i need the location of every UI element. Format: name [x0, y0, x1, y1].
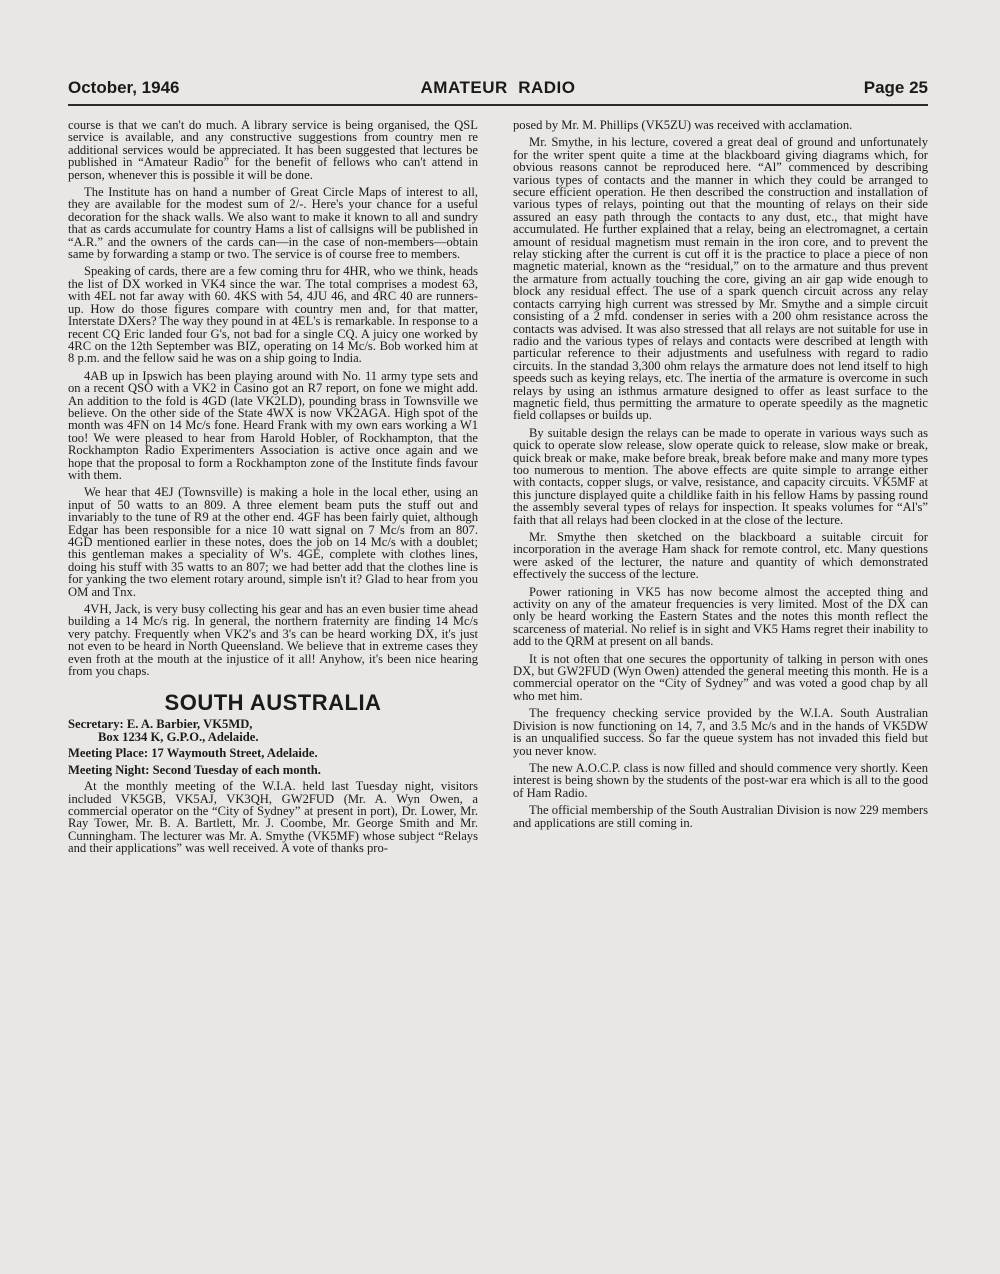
publication-title: AMATEUR RADIO [420, 78, 576, 97]
paragraph: Mr. Smythe then sketched on the blackboard a suitable circuit for incorporation in the average Ham shack for remote control, etc. Many questions were asked of the lecturer, the nature and quantity of which demonstrated effectively the success of the lecture. [513, 530, 928, 582]
paragraph: We hear that 4EJ (Townsville) is making a hole in the local ether, using an input of 50 watts to an 809. A three element beam puts the stuff out and invariably to the tune of R9 at the other end. 4GF has been fairly quiet, although Edgar has been responsible for a nice 10 watt signal on 7 Mc/s from an 807. 4GD mentioned earlier in these notes, does the job on 14 Mc/s with a doublet; this gentleman makes a speciality of W's. 4GE, complete with clothes lines, doing his stuff with 35 watts to an 807; we had better add that the clothes line is for yanking the two element rotary around, simple isn't it? Glad to hear from you OM and Tnx. [68, 485, 478, 599]
paragraph: 4VH, Jack, is very busy collecting his gear and has an even busier time ahead building a 14 Mc/s rig. In general, the northern fraternity are finding 14 Mc/s very patchy. Frequently when VK2's and 3's can be heard working DX, it's just not even to be heard in North Queensland. We believe that in extreme cases they even froth at the mouth at the injustice of it all! Anyhow, it's been nice hearing from you chaps. [68, 602, 478, 679]
secretary-address: Box 1234 K, G.P.O., Adelaide. [98, 729, 259, 744]
header-rule [68, 104, 928, 106]
meeting-place: Meeting Place: 17 Waymouth Street, Adelaide. [68, 746, 318, 761]
paragraph: The new A.O.C.P. class is now filled and should commence very shortly. Keen interest is being shown by the students of the post-war era which is all to the good of Ham Radio. [513, 760, 928, 800]
paragraph: posed by Mr. M. Phillips (VK5ZU) was received with acclamation. [513, 118, 853, 132]
paragraph: At the monthly meeting of the W.I.A. held last Tuesday night, visitors included VK5GB, VK5AJ, VK3QH, GW2FUD (Mr. A. Wyn Owen, a commercial operator on the “City of Sydney” at present in port), Dr. Lower, Mr. Ray Tower, Mr. B. A. Bartlett, Mr. J. Coombe, Mr. George Smith and Mr. Cunningham. The lecturer was Mr. A. Smythe (VK5MF) whose subject “Relays and their applications” was well received. A vote of thanks pro- [68, 779, 478, 856]
page-header [68, 78, 928, 102]
secretary-line: Secretary: E. A. Barbier, VK5MD, [68, 717, 253, 732]
paragraph: Mr. Smythe, in his lecture, covered a great deal of ground and unfortunately for the writer spent quite a time at the blackboard giving diagrams which, for obvious reasons cannot be reproduced here. “Al” commenced by describing various types of contacts and the manner in which they could be arranged to secure efficient operation. He then described the construction and installation of various types of relays, pointing out that the mounting of relays on their side assured an easy path through the contacts to any dust, etc., that might have accumulated. He further explained that a relay, being an electromagnet, a certain amount of residual magnetism must remain in the iron core, and to prevent the relay sticking after the current is cut off it is the practice to place a piece of non magnetic material, known as the “residual,” on to the armature and thus prevent the armature from actually touching the core, giving an air gap wide enough to block any residual effect. The use of a spark quench circuit across any relay contacts carrying high current was stressed by Mr. Smythe and a simple circuit consisting of a 2 mfd. condenser in series with a 200 ohm resistance across the contacts was advised. It was also stressed that all relays are not suitable for use in radio and the various types of relays and contacts were described at length with particular reference to their adjustments and usefulness with regard to radio circuits. In the standad 3,300 ohm relays the armature does not lend itself to high speeds such as keying relays, etc. The inertia of the armature is overcome in such relays by using an isthmus armature designed to offer as least surface to the magnetic field, thus permitting the armature to operate speedily as the magnetic field collapses or builds up. [513, 135, 928, 423]
issue-date: October, 1946 [68, 78, 180, 97]
paragraph: The frequency checking service provided by the W.I.A. South Australian Division is now functioning on 14, 7, and 3.5 Mc/s and in the hands of VK5DW is an unqualified success. So far the queue system has not invaded this field but you never know. [513, 706, 928, 758]
paragraph: By suitable design the relays can be made to operate in various ways such as quick to operate slow release, slow operate quick to release, slow make or break, quick break or make, make before break, break before make and many more types too numerous to mention. The above effects are quite simple to arrange either with contacts, copper slugs, or valve, resistance, and capacity circuits. VK5MF at this juncture displayed quite a childlike faith in his fellow Hams by passing round the assembly several types of relays for inspection. It speaks volumes for “Al's” faith that all relays had been clocked in at the close of the lecture. [513, 425, 928, 527]
secretary-info [68, 718, 478, 743]
paragraph: 4AB up in Ipswich has been playing around with No. 11 army type sets and on a recent QSO with a VK2 in Casino got an R7 report, on fone we might add. An addition to the fold is 4GD (late VK2LD), pounding brass in Townsville we believe. On the other side of the State 4WX is now VK2AGA. High spot of the month was 4FN on 14 Mc/s fone. Heard Frank with my own ears working a W1 too! We were pleased to hear from Harold Hobler, of Rockhampton, that the Rockhampton Radio Experimenters Association is active once again and we hope that the proposal to form a Rockhampton zone of the Institute finds favour with them. [68, 368, 478, 482]
meeting-night: Meeting Night: Second Tuesday of each month. [68, 762, 321, 777]
paragraph: Speaking of cards, there are a few coming thru for 4HR, who we think, heads the list of DX worked in VK4 since the war. The total comprises a modest 63, with 4EL not far away with 60. 4KS with 54, 4JU 46, and 4RC 40 are runners-up. How do those figures compare with country men and, for that matter, Interstate DXers? The way they pound in at 4EL's is remarkable. In response to a recent CQ Eric landed four G's, not bad for a single CQ. A juicy one worked by 4RC on the 12th September was BIZ, operating on 14 Mc/s. Bob worked him at 8 p.m. and the fellow said he was on a ship going to India. [68, 264, 478, 366]
page-number: Page 25 [863, 78, 928, 97]
paragraph: The Institute has on hand a number of Great Circle Maps of interest to all, they are available for the modest sum of 2/-. Here's your chance for a useful decoration for the shack walls. We also want to make it known to all and sundry that as cards accumulate for country Hams a list of callsigns will be published in “A.R.” and the owners of the cards can—in the case of non-members—obtain same by forwarding a stamp or two. The service is of course free to members. [68, 185, 478, 262]
paragraph: course is that we can't do much. A library service is being organised, the QSL service is available, and any constructive suggestions from country men re additional services would be appreciated. It has been suggested that lectures be published in “Amateur Radio” for the benefit of fellows who can't attend in person, whenever this is possible it will be done. [68, 118, 478, 182]
paragraph: Power rationing in VK5 has now become almost the accepted thing and activity on any of the amateur frequencies is very limited. Most of the DX can only be heard working the Eastern States and the notes this month reflect the scarceness of material. No relief is in sight and VK5 Hams regret their inability to add to the QRM at present on all bands. [513, 584, 928, 649]
section-title: SOUTH AUSTRALIA [164, 690, 382, 716]
left-column [68, 119, 478, 860]
paragraph: The official membership of the South Australian Division is now 229 members and applications are still coming in. [513, 803, 928, 830]
paragraph: It is not often that one secures the opportunity of talking in person with ones DX, but GW2FUD (Wyn Owen) attended the general meeting this month. He is a commercial operator on the “City of Sydney” and was voted a good chap by all who met him. [513, 651, 928, 703]
right-column [513, 119, 928, 834]
